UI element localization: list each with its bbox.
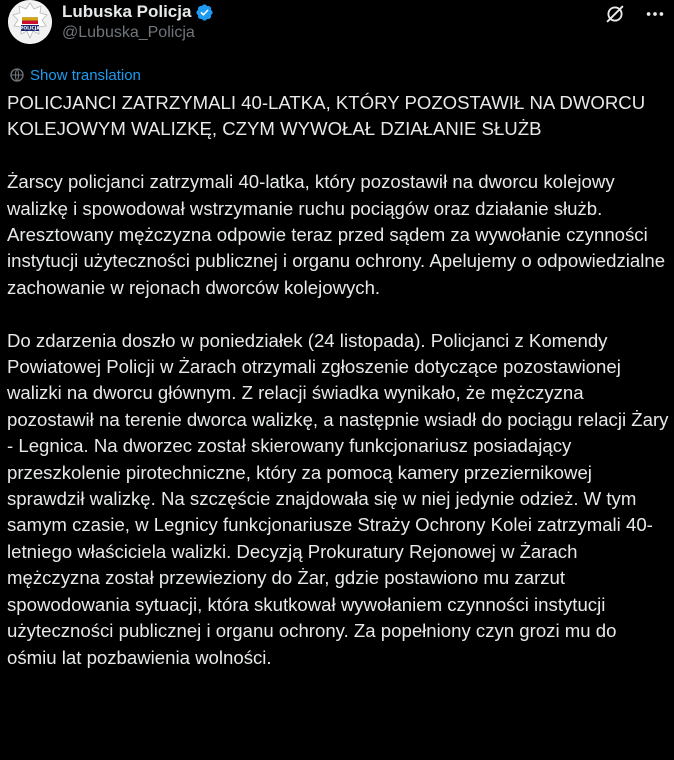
display-name[interactable]: Lubuska Policja — [62, 2, 192, 21]
post-paragraph-2: Do zdarzenia doszło w poniedziałek (24 listopada). Policjanci z Komendy Powiatowej Policji w Żarach otrzymali zgłoszenie dotyczące pozostawionej walizki na dworcu głównym. Z relacji świadka wynikało, że mężczyzna pozostawił na terenie dworca walizkę, a następnie wsiadł do pociągu relacji Żary - Legnica. Na dworzec został skierowany funkcjonariusz posiadający przeszkolenie pirotechniczne, który za pomocą kamery przeziernikowej sprawdził walizkę. Na szczęście znajdowała się w niej jedynie odzież. W tym samym czasie, w Legnicy funkcjonariusze Straży Ochrony Kolei zatrzymali 40-letniego właściciela walizki. Decyzją Prokuratury Rejonowej w Żarach mężczyzna został przewieziony do Żar, gdzie postawiono mu zarzut spowodowania sytuacji, która skutkował wywołaniem czynności instytucji użyteczności publicznej i organu ochrony. Za popełniony czyn grozi mu do ośmiu lat pozbawienia wolności. — [7, 329, 669, 668]
verified-badge-icon — [195, 3, 214, 22]
show-translation-link[interactable] — [9, 66, 141, 84]
avatar[interactable] — [8, 0, 52, 44]
post-text — [7, 90, 669, 671]
globe-icon — [9, 67, 25, 83]
more-options-icon[interactable] — [644, 3, 666, 25]
show-translation-label: Show translation — [30, 66, 141, 84]
user-handle[interactable]: @Lubuska_Policja — [62, 24, 195, 41]
grok-icon[interactable] — [604, 3, 626, 25]
avatar-text: POLICJA — [20, 26, 40, 32]
post-title: POLICJANCI ZATRZYMALI 40-LATKA, KTÓRY POZOSTAWIŁ NA DWORCU KOLEJOWYM WALIZKĘ, CZYM WYWOŁAŁ DZIAŁANIE SŁUŻB — [7, 92, 646, 140]
police-star-logo — [8, 0, 52, 44]
name-row — [62, 1, 214, 23]
post-paragraph-1: Żarscy policjanci zatrzymali 40-latka, który pozostawił na dworcu kolejowy walizkę i spowodował wstrzymanie ruchu pociągów oraz działanie służb. Aresztowany mężczyzna odpowie teraz przed sądem za wywołanie czynności instytucji użyteczności publicznej i organu ochrony. Apelujemy o odpowiedzialne zachowanie w rejonach dworców kolejowych. — [7, 171, 666, 298]
post-header — [8, 0, 668, 48]
